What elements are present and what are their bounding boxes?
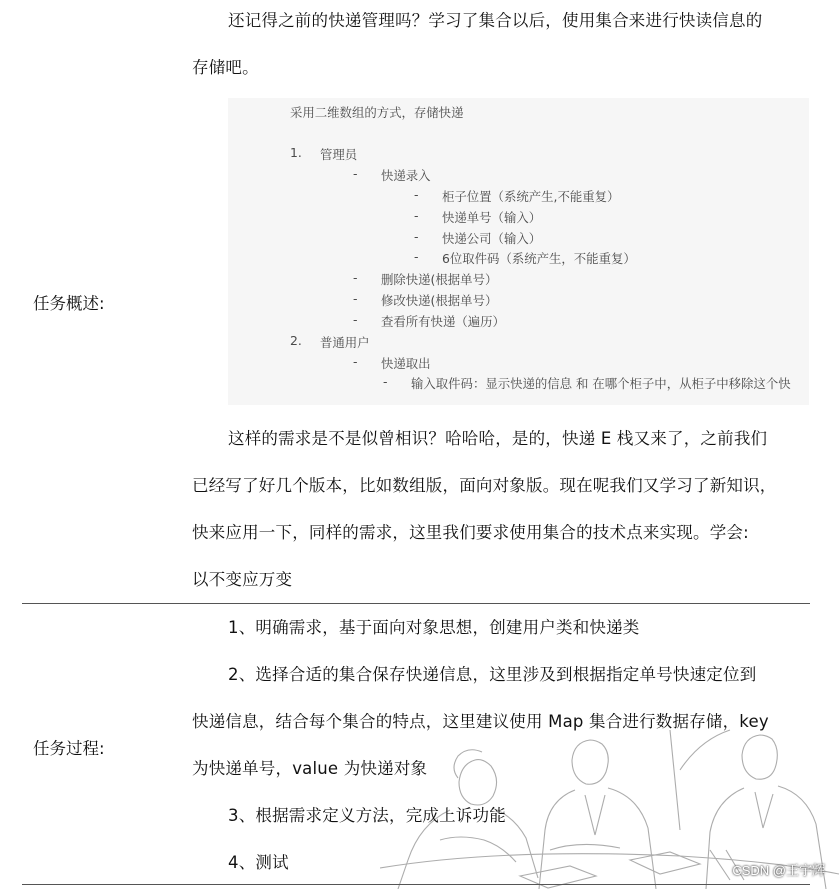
overview-body-line-1: 这样的需求是不是似曾相识？哈哈哈，是的，快递 E 栈又来了，之前我们 [228, 429, 768, 448]
overview-intro-line-2: 存储吧。 [192, 58, 259, 77]
outline-marker: 1. [290, 145, 302, 160]
process-step-1: 1、明确需求，基于面向对象思想，创建用户类和快递类 [228, 618, 640, 637]
outline-marker: - [414, 229, 419, 244]
overview-intro-line-1: 还记得之前的快递管理吗？学习了集合以后，使用集合来进行快读信息的 [228, 11, 763, 30]
process-label: 任务过程: [33, 739, 105, 758]
outline-marker: 2. [290, 333, 302, 348]
bottom-divider [22, 884, 810, 885]
overview-body-line-3: 快来应用一下，同样的需求，这里我们要求使用集合的技术点来实现。学会: [192, 523, 749, 542]
outline-item: 输入取件码：显示快递的信息 和 在哪个柜子中，从柜子中移除这个快 [411, 376, 791, 391]
outline-marker: - [383, 374, 388, 389]
outline-marker: - [353, 312, 358, 327]
outline-item: 柜子位置（系统产生,不能重复） [442, 189, 620, 204]
outline-marker: - [353, 354, 358, 369]
outline-marker: - [414, 187, 419, 202]
process-step-2-cont-2: 为快递单号，value 为快递对象 [192, 759, 428, 778]
process-step-2: 2、选择合适的集合保存快递信息，这里涉及到根据指定单号快速定位到 [228, 665, 757, 684]
process-step-4: 4、测试 [228, 853, 289, 872]
outline-item: 普通用户 [320, 335, 370, 350]
overview-body-line-2: 已经写了好几个版本，比如数组版，面向对象版。现在呢我们又学习了新知识， [192, 476, 777, 495]
outline-item: 修改快递(根据单号） [381, 293, 498, 308]
outline-item: 快递取出 [381, 356, 431, 371]
outline-item: 管理员 [320, 147, 358, 162]
process-step-3: 3、根据需求定义方法，完成上诉功能 [228, 806, 506, 825]
outline-marker: - [414, 249, 419, 264]
outline-item: 删除快递(根据单号） [381, 272, 498, 287]
csdn-watermark: CSDN @王宇辉 [732, 863, 825, 878]
outline-marker: - [353, 270, 358, 285]
overview-body-line-4: 以不变应万变 [192, 570, 293, 589]
outline-item: 查看所有快递（遍历） [381, 314, 505, 329]
outline-item: 快递公司（输入） [442, 231, 542, 246]
overview-label: 任务概述: [33, 294, 105, 313]
outline-heading: 采用二维数组的方式，存储快递 [290, 105, 464, 120]
outline-item: 6位取件码（系统产生，不能重复） [442, 251, 636, 266]
outline-marker: - [353, 166, 358, 181]
outline-item: 快递单号（输入） [442, 210, 542, 225]
process-step-2-cont-1: 快递信息，结合每个集合的特点，这里建议使用 Map 集合进行数据存储，key [192, 712, 769, 731]
outline-item: 快递录入 [381, 168, 431, 183]
outline-marker: - [414, 208, 419, 223]
embedded-outline-image [228, 98, 809, 405]
outline-marker: - [353, 291, 358, 306]
